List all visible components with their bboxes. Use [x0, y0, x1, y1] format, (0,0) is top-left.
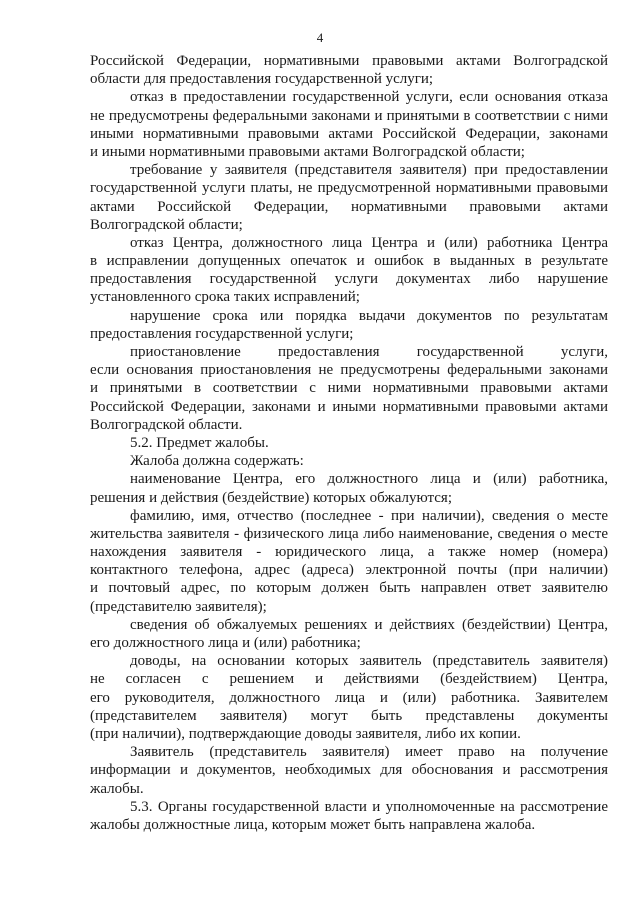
- text-line: и почтовый адрес, по которым должен быть направлен ответ заявителю: [90, 580, 608, 597]
- text-line: 5.3. Органы государственной власти и уполномоченные на рассмотрение: [130, 798, 608, 815]
- text-line: предоставления государственной услуги документах либо нарушение: [90, 271, 608, 288]
- text-line: жалобы.: [90, 780, 144, 797]
- text-line: его должностного лица и (или) работника;: [90, 635, 361, 651]
- text-line: Российской Федерации, законами и иными нормативными правовыми актами: [90, 398, 608, 415]
- text-line: актами Российской Федерации, нормативными правовыми актами: [90, 198, 608, 215]
- text-line: доводы, на основании которых заявитель (представитель заявителя): [130, 653, 608, 670]
- text-line: Заявитель (представитель заявителя) имеет право на получение: [130, 744, 608, 761]
- text-line: (при наличии), подтверждающие доводы заявителя, либо их копии.: [90, 725, 521, 742]
- text-line: и иными нормативными правовыми актами Волгоградской области;: [90, 143, 525, 160]
- text-line: отказ в предоставлении государственной услуги, если основания отказа: [130, 89, 608, 106]
- text-line: фамилию, имя, отчество (последнее - при наличии), сведения о месте: [130, 507, 608, 524]
- text-line: его руководителя, должностного лица и (или) работника. Заявителем: [90, 689, 608, 706]
- text-line: Российской Федерации, нормативными правовыми актами Волгоградской: [90, 53, 608, 69]
- text-line: не предусмотрены федеральными законами и принятыми в соответствии с ними: [90, 107, 608, 124]
- text-line: если основания приостановления не предусмотрены федеральными законами: [90, 362, 608, 379]
- text-line: жалобы должностные лица, которым может быть направлена жалоба.: [90, 816, 536, 833]
- document-body-text: [90, 52, 608, 834]
- text-line: нахождения заявителя - юридического лица, а также номер (номера): [90, 544, 608, 561]
- text-line: отказ Центра, должностного лица Центра и (или) работника Центра: [130, 234, 608, 251]
- text-line: государственной услуги платы, не предусмотренной нормативными правовыми: [90, 180, 608, 197]
- text-line: сведения об обжалуемых решениях и действиях (бездействии) Центра,: [130, 616, 608, 633]
- text-line: нарушение срока или порядка выдачи документов по результатам: [130, 307, 608, 324]
- text-line: жительства заявителя - физического лица либо наименование, сведения о месте: [90, 525, 608, 542]
- text-line: требование у заявителя (представителя заявителя) при предоставлении: [130, 162, 608, 179]
- text-line: Волгоградской области;: [90, 216, 243, 233]
- text-line: (представителю заявителя);: [90, 598, 267, 615]
- text-line: области для предоставления государственной услуги;: [90, 71, 434, 88]
- text-line: в исправлении допущенных опечаток и ошибок в выданных в результате: [90, 253, 608, 270]
- text-line: Жалоба должна содержать:: [130, 453, 304, 470]
- page-number: 4: [316, 30, 324, 45]
- text-line: (представителем заявителя) могут быть представлены документы: [90, 707, 608, 724]
- text-line: информации и документов, необходимых для обоснования и рассмотрения: [90, 762, 608, 779]
- text-line: предоставления государственной услуги;: [90, 325, 354, 342]
- text-line: контактного телефона, адрес (адреса) электронной почты (при наличии): [90, 562, 608, 579]
- text-line: иными нормативными правовыми актами Российской Федерации, законами: [90, 125, 608, 142]
- text-line: и принятыми в соответствии с ними нормативными правовыми актами: [90, 380, 608, 397]
- text-line: установленного срока таких исправлений;: [90, 289, 360, 306]
- text-line: наименование Центра, его должностного лица и (или) работника,: [130, 471, 608, 488]
- text-line: Волгоградской области.: [90, 416, 243, 433]
- text-line: 5.2. Предмет жалобы.: [130, 434, 269, 451]
- text-line: приостановление предоставления государственной услуги,: [130, 344, 608, 360]
- text-line: решения и действия (бездействие) которых обжалуются;: [90, 489, 452, 506]
- text-line: не согласен с решением и действиями (бездействием) Центра,: [90, 671, 608, 688]
